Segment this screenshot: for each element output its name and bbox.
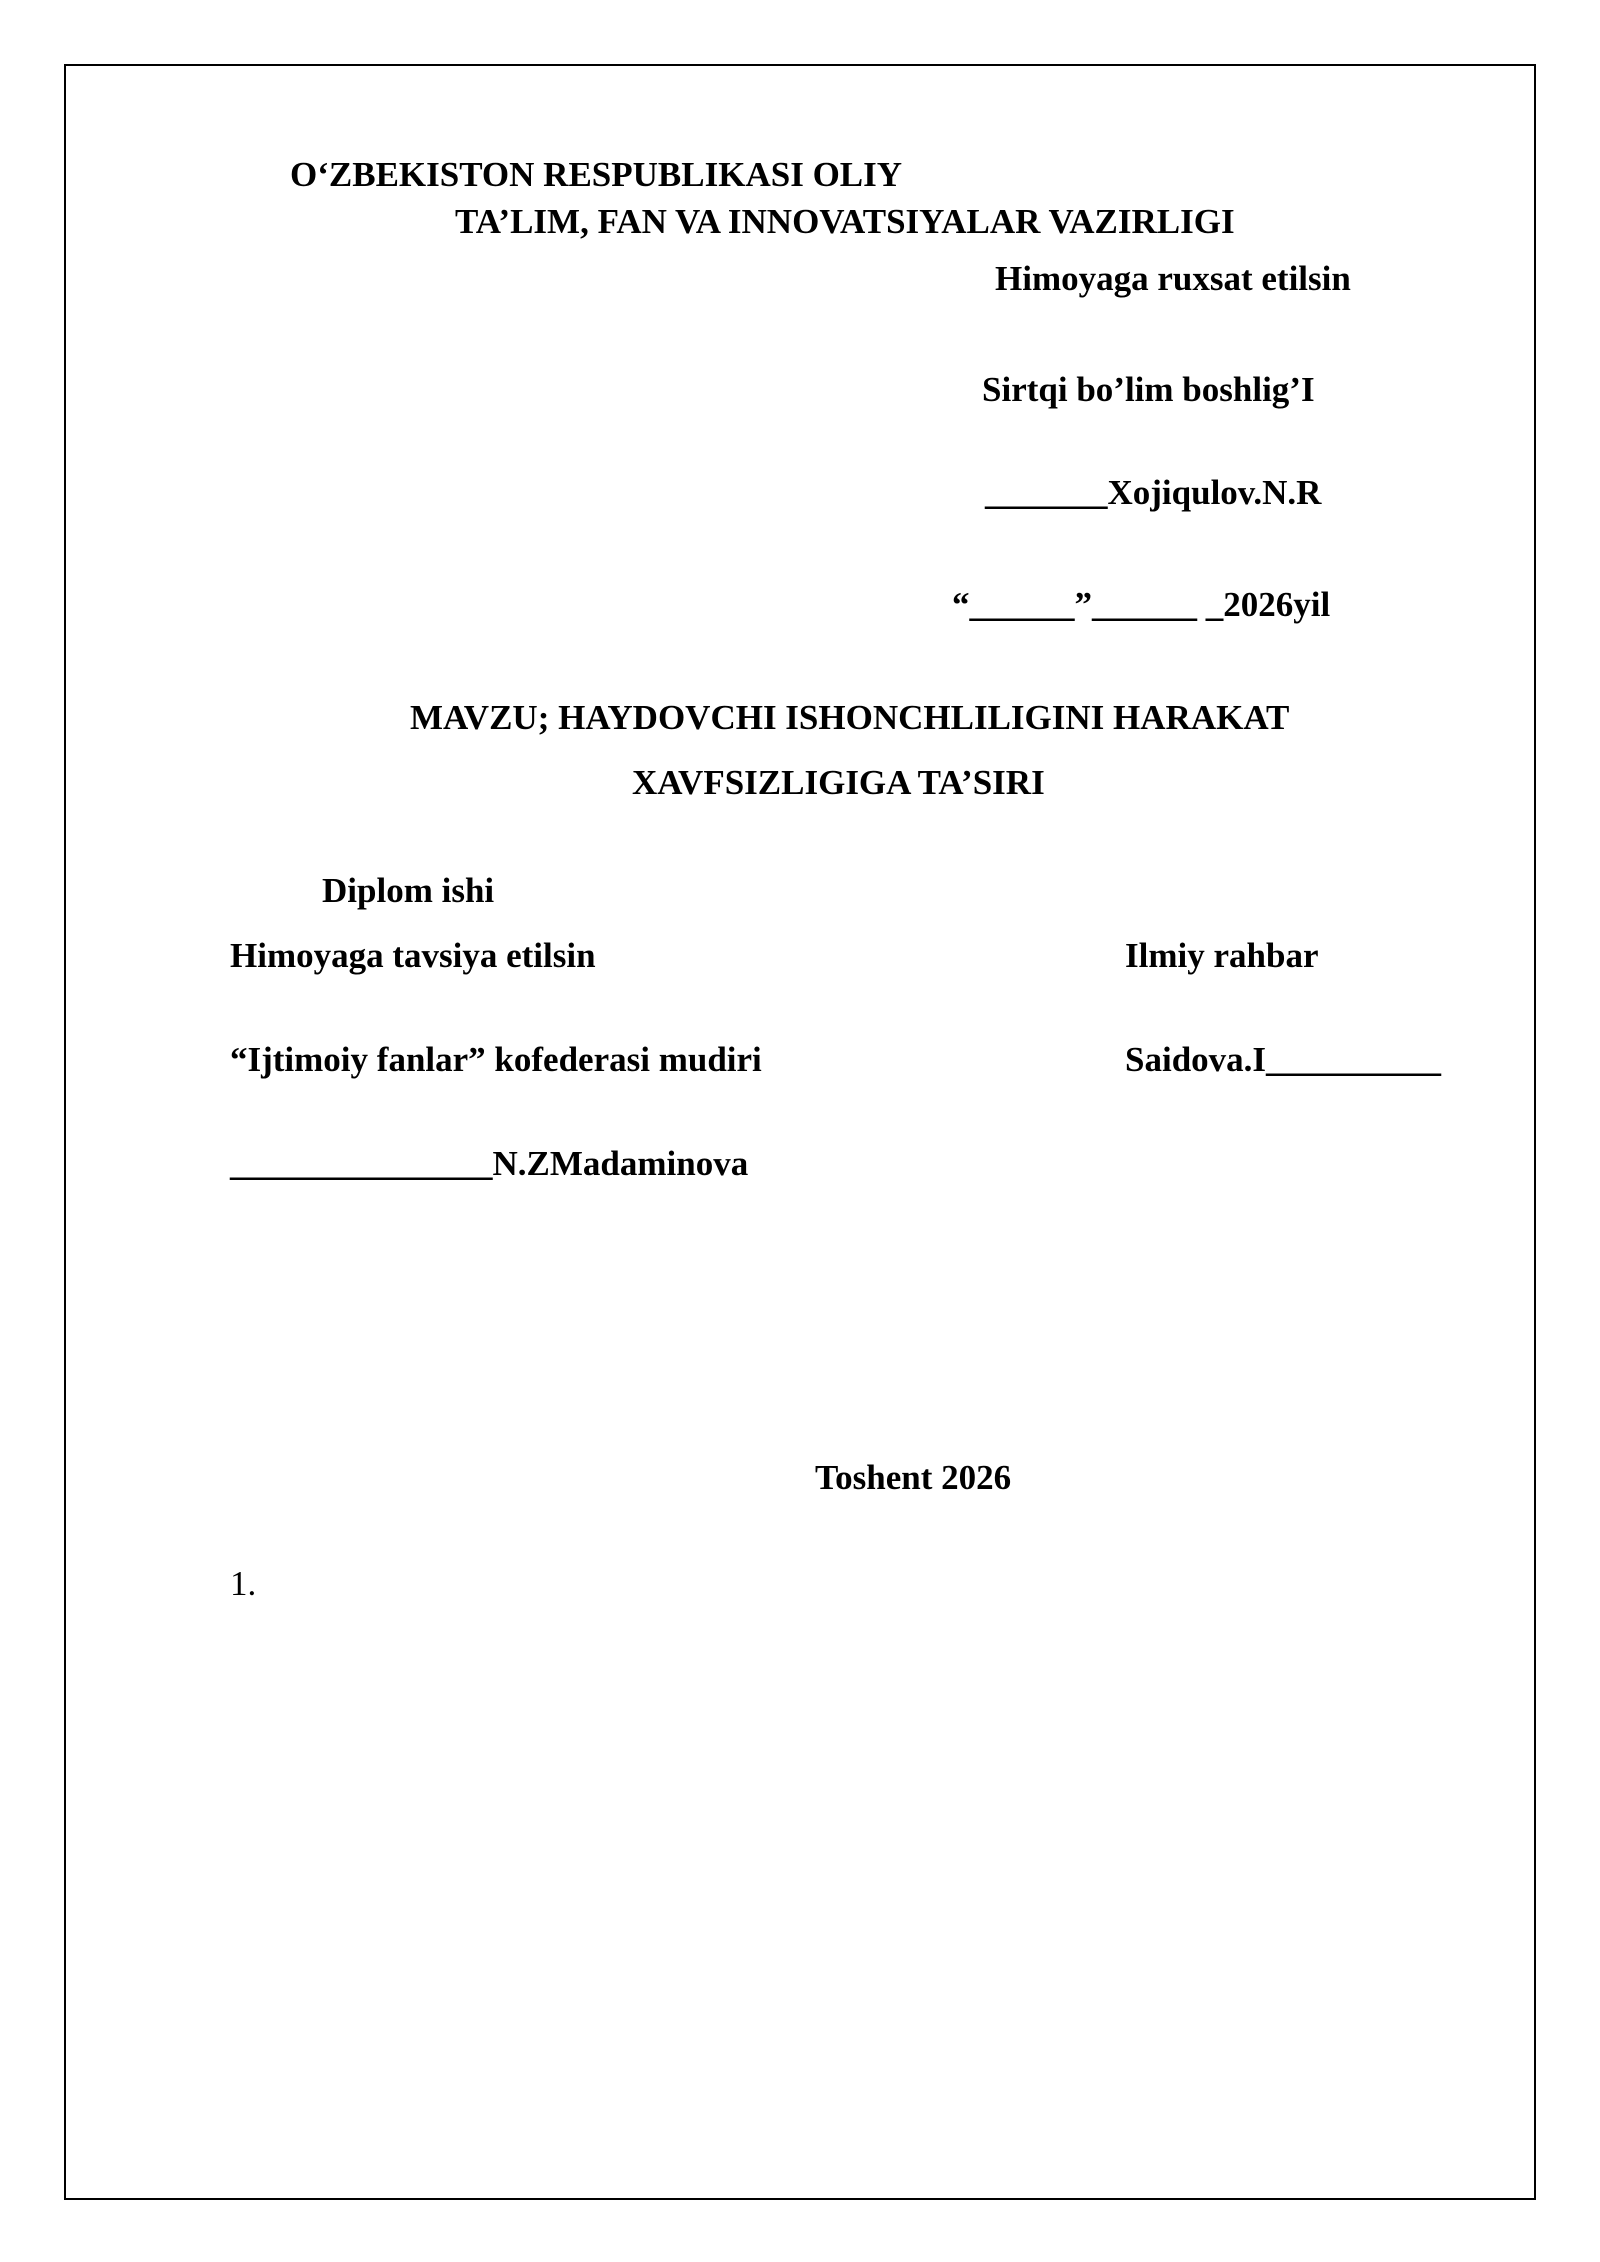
- ministry-line-1: O‘ZBEKISTON RESPUBLIKASI OLIY: [290, 155, 903, 194]
- approval-signature: _______Xojiqulov.N.R: [985, 473, 1322, 512]
- supervisor-signature: Saidova.I__________: [1125, 1040, 1442, 1079]
- supervisor-title: Ilmiy rahbar: [1125, 936, 1319, 975]
- recommendation-title: Himoyaga tavsiya etilsin: [230, 936, 596, 975]
- department-head-signature: _______________N.ZMadaminova: [230, 1144, 749, 1183]
- approval-position: Sirtqi bo’lim boshlig’I: [982, 370, 1315, 409]
- list-marker: 1.: [230, 1564, 257, 1603]
- work-type: Diplom ishi: [322, 871, 495, 910]
- page-border: [64, 64, 1536, 2200]
- topic-line-2: XAVFSIZLIGIGA TA’SIRI: [632, 763, 1045, 802]
- ministry-line-2: TA’LIM, FAN VA INNOVATSIYALAR VAZIRLIGI: [455, 202, 1235, 241]
- topic-line-1: MAVZU; HAYDOVCHI ISHONCHLILIGINI HARAKAT: [410, 698, 1290, 737]
- approval-date: “______”______ _2026yil: [952, 585, 1331, 624]
- department-head: “Ijtimoiy fanlar” kofederasi mudiri: [230, 1040, 762, 1079]
- approval-title: Himoyaga ruxsat etilsin: [995, 259, 1351, 298]
- city-year: Toshent 2026: [815, 1458, 1012, 1497]
